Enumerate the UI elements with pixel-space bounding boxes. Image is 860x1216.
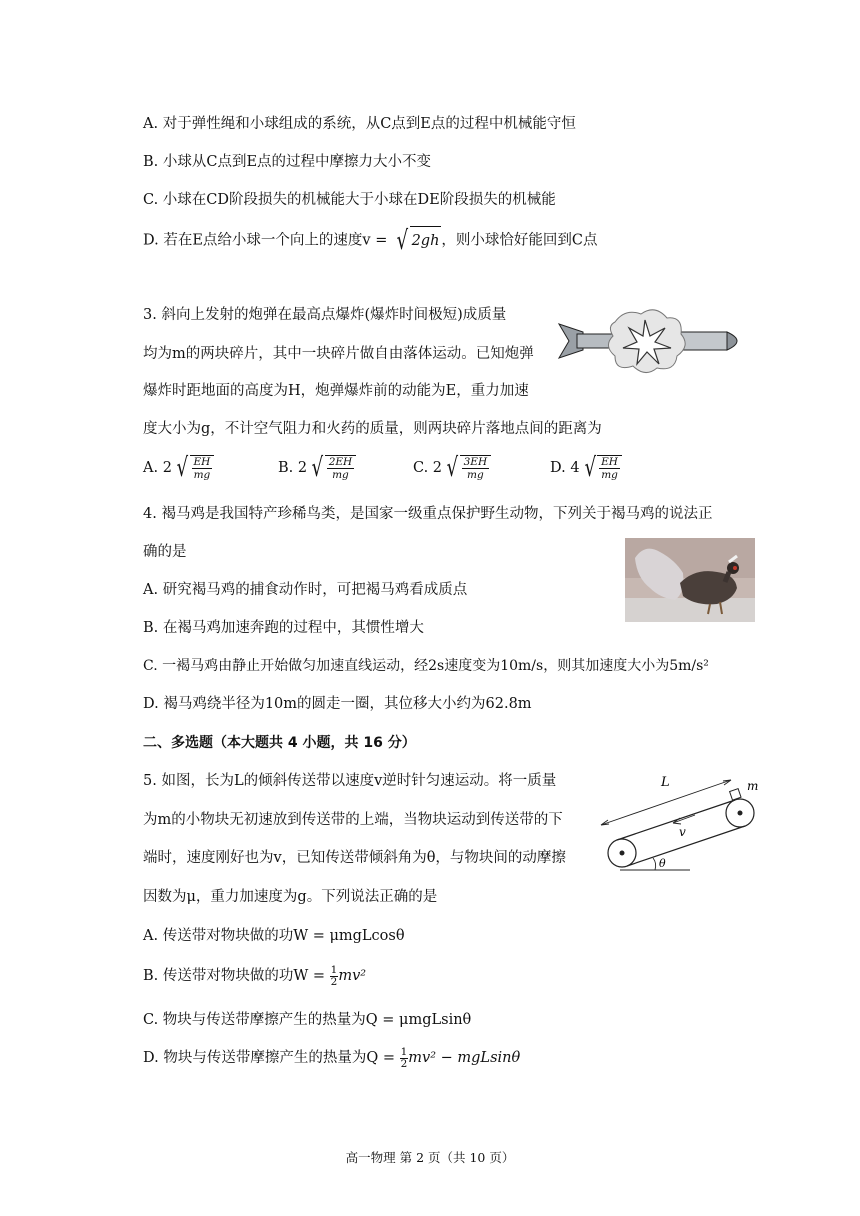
sqrt-sign: √ <box>584 453 596 483</box>
q3-option-b-den: mg <box>332 469 349 481</box>
q2-option-d-radicand: 2gh <box>410 226 442 255</box>
q3-option-a <box>143 455 214 491</box>
q4-option-b: B. 在褐马鸡加速奔跑的过程中，其惯性增大 <box>143 620 424 636</box>
q3-option-d <box>550 455 622 491</box>
label-m: m <box>747 779 759 793</box>
q4-line-1: 4. 褐马鸡是我国特产珍稀鸟类，是国家一级重点保护野生动物，下列关于褐马鸡的说法正 <box>143 506 713 522</box>
q3-line-3: 爆炸时距地面的高度为H，炮弹爆炸前的动能为E，重力加速 <box>143 383 529 399</box>
q3-option-a-den: mg <box>193 469 211 481</box>
q3-option-a-label: A. 2 <box>143 460 172 476</box>
q3-option-c <box>413 455 491 491</box>
q4-option-a: A. 研究褐马鸡的捕食动作时，可把褐马鸡看成质点 <box>143 582 468 598</box>
q3-option-c-den: mg <box>467 469 484 481</box>
sqrt-sign: √ <box>311 453 324 483</box>
q5-option-b <box>143 963 366 989</box>
q5-line-3: 端时，速度刚好也为v，已知传送带倾斜角为θ，与物块间的动摩擦 <box>143 850 566 866</box>
q3-option-d-den: mg <box>601 469 618 481</box>
shell-explosion-figure <box>555 302 750 380</box>
q2-option-b: B. 小球从C点到E点的过程中摩擦力大小不变 <box>143 154 432 170</box>
q3-option-c-num: 3EH <box>463 456 488 468</box>
q5-option-d <box>143 1045 520 1071</box>
q5-line-4: 因数为μ，重力加速度为g。下列说法正确的是 <box>143 889 438 905</box>
label-L: L <box>661 775 670 790</box>
q3-option-b-num: 2EH <box>328 456 353 468</box>
q3-option-d-num: EH <box>601 456 618 468</box>
q2-option-d-post: ，则小球恰好能回到C点 <box>441 232 598 249</box>
q5-option-b-post: mv² <box>338 968 367 984</box>
sqrt-sign: √ <box>176 453 189 483</box>
q5-option-c: C. 物块与传送带摩擦产生的热量为Q = μmgLsinθ <box>143 1012 472 1028</box>
q5-option-b-pre: B. 传送带对物块做的功W = <box>143 968 330 984</box>
page-footer: 高一物理 第 2 页（共 10 页） <box>345 1150 515 1165</box>
half-numerator: 1 <box>400 1045 408 1058</box>
brown-eared-pheasant-photo <box>625 538 755 622</box>
q2-option-d-pre: D. 若在E点给小球一个向上的速度v = <box>143 232 392 249</box>
q5-option-a: A. 传送带对物块做的功W = μmgLcosθ <box>143 928 405 944</box>
inclined-conveyor-figure <box>595 770 770 875</box>
half-denominator: 2 <box>400 1057 408 1070</box>
q5-option-d-pre: D. 物块与传送带摩擦产生的热量为Q = <box>143 1050 400 1066</box>
half-denominator: 2 <box>330 975 338 988</box>
label-theta: θ <box>659 857 666 870</box>
label-v: v <box>679 825 686 839</box>
q5-option-d-post: mv² − mgLsinθ <box>408 1050 521 1066</box>
sqrt-sign: √ <box>396 225 409 256</box>
q4-option-c: C. 一褐马鸡由静止开始做匀加速直线运动，经2s速度变为10m/s，则其加速度大小为5m/s² <box>143 658 709 674</box>
q5-line-1: 5. 如图，长为L的倾斜传送带以速度v逆时针匀速运动。将一质量 <box>143 773 557 789</box>
q3-option-c-label: C. 2 <box>413 460 443 476</box>
q2-option-c: C. 小球在CD阶段损失的机械能大于小球在DE阶段损失的机械能 <box>143 192 556 208</box>
q3-line-4: 度大小为g，不计空气阻力和火药的质量，则两块碎片落地点间的距离为 <box>143 421 602 437</box>
q4-line-2: 确的是 <box>143 544 187 560</box>
q3-line-2: 均为m的两块碎片，其中一块碎片做自由落体运动。已知炮弹 <box>143 346 534 362</box>
q4-option-d: D. 褐马鸡绕半径为10m的圆走一圈，其位移大小约为62.8m <box>143 696 532 712</box>
q3-option-a-num: EH <box>193 456 211 468</box>
q3-option-b <box>278 455 356 491</box>
q3-option-d-label: D. 4 <box>550 460 580 476</box>
q5-line-2: 为m的小物块无初速放到传送带的上端，当物块运动到传送带的下 <box>143 812 563 828</box>
q3-option-b-label: B. 2 <box>278 460 308 476</box>
q2-option-a: A. 对于弹性绳和小球组成的系统，从C点到E点的过程中机械能守恒 <box>143 116 576 132</box>
section-heading-multiple-choice: 二、多选题（本大题共 4 小题，共 16 分） <box>143 735 416 751</box>
half-numerator: 1 <box>330 963 338 976</box>
q3-line-1: 3. 斜向上发射的炮弹在最高点爆炸(爆炸时间极短)成质量 <box>143 307 507 323</box>
sqrt-sign: √ <box>446 453 459 483</box>
q2-option-d <box>143 226 598 255</box>
